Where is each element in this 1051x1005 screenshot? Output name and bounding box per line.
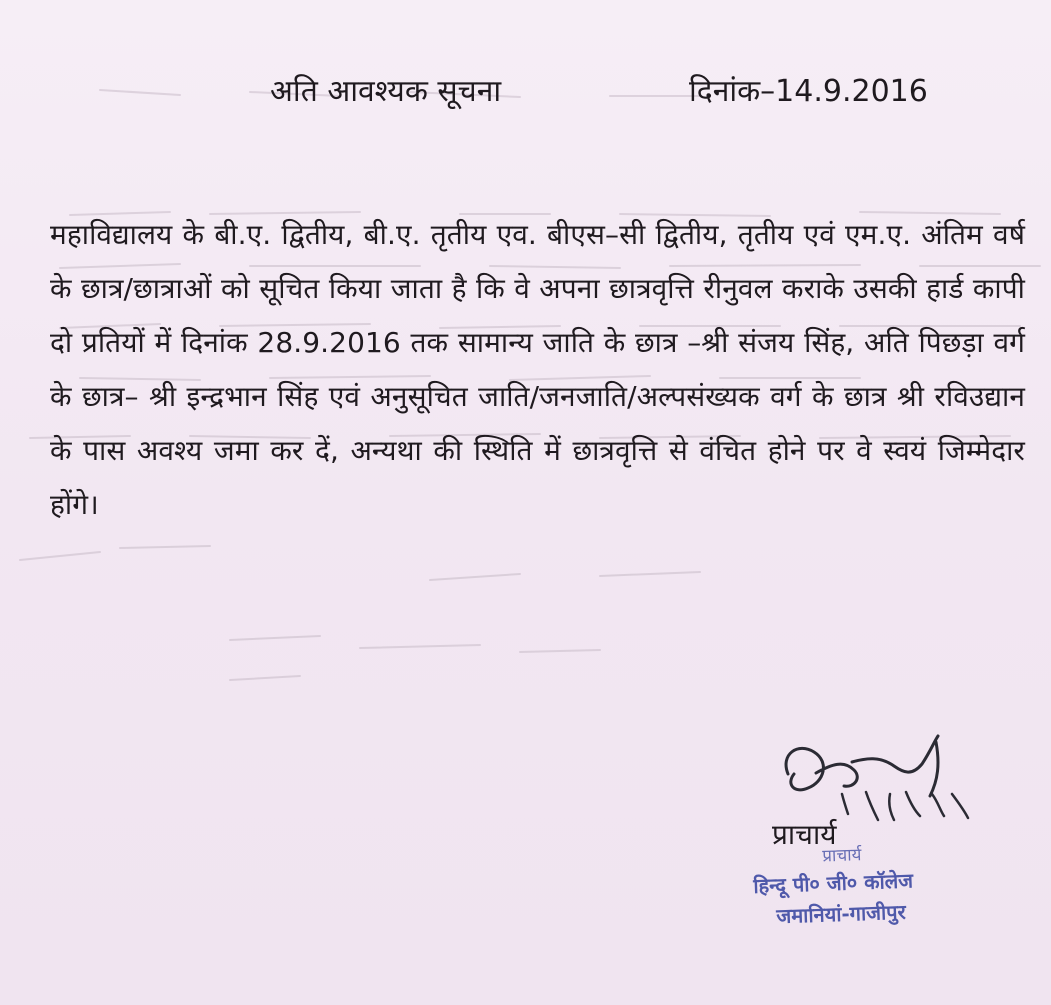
notice-date: दिनांक–14.9.2016 bbox=[689, 74, 928, 109]
signature-mark bbox=[770, 718, 1000, 828]
notice-body: महाविद्यालय के बी.ए. द्वितीय, बी.ए. तृतीय एव. बीएस–सी द्वितीय, तृतीय एवं एम.ए. अंतिम वर्ष के छात्र/छात्राओं को सूचित किया जाता है कि वे अपना छात्रवृत्ति रीनुवल कराके उसकी हार्ड कापी दो प्रतियों में दिनांक 28.9.2016 तक सामान्य जाति के छात्र –श्री संजय सिंह, अति पिछड़ा वर्ग के छात्र– श्री इन्द्रभान सिंह एवं अनुसूचित जाति/जनजाति/अल्पसंख्यक वर्ग के छात्र श्री रविउद्यान के पास अवश्य जमा कर दें, अन्यथा की स्थिति में छात्रवृत्ति से वंचित होने पर वे स्वयं जिम्मेदार होंगे। bbox=[50, 218, 1025, 521]
college-stamp bbox=[752, 840, 995, 931]
signature-area bbox=[770, 718, 1000, 828]
notice-title: अति आवश्यक सूचना bbox=[270, 74, 502, 109]
notice-header bbox=[270, 72, 970, 122]
stamp-line-principal: प्राचार्य bbox=[821, 845, 862, 867]
signatory-designation: प्राचार्य bbox=[772, 818, 837, 851]
stamp-line-college: हिन्दू पी० जी० कॉलेज bbox=[752, 868, 914, 898]
stamp-line-location: जमानियां-गाजीपुर bbox=[775, 899, 907, 929]
